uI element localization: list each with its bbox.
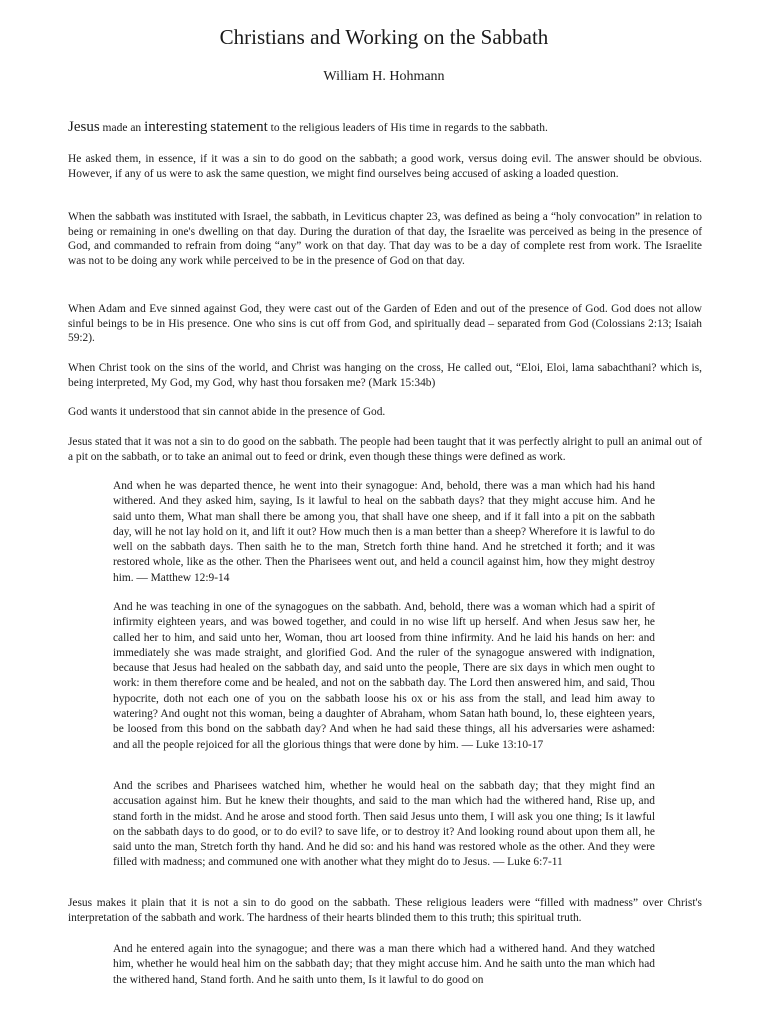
lead-text-rest: to the religious leaders of His time in regards to the sabbath.	[267, 122, 548, 134]
paragraph-loaded-question: He asked them, in essence, if it was a sin to do good on the sabbath; a good work, versus doing evil. The answer should be obvious. However, if any of us were to ask the same question, we might find ourselves being accused of asking a loaded question.	[68, 153, 702, 180]
paragraph-adam-and-eve: When Adam and Eve sinned against God, they were cast out of the Garden of Eden and out of the presence of God. God does not allow sinful beings to be in His presence. One who sins is cut off from God, and spiritually dead – separated from God (Colossians 2:13; Isaiah 59:2).	[68, 303, 702, 345]
quote-matthew-12: And when he was departed thence, he went into their synagogue: And, behold, there was a man which had his hand withered. And they asked him, saying, Is it lawful to heal on the sabbath days? that they might accuse him. And he said unto them, What man shall there be among you, that shall have one sheep, and if it fall into a pit on the sabbath day, will he not lay hold on it, and lift it out? How much then is a man better than a sheep? Wherefore it is lawful to do well on the sabbath days. Then saith he to the man, Stretch forth thine hand. And he stretched it forth; and it was restored whole, like as the other. Then the Pharisees went out, and held a council against him, how they might destroy him. — Matthew 12:9-14	[113, 480, 655, 584]
paragraph-filled-with-madness: Jesus makes it plain that it is not a sin to do good on the sabbath. These religious leaders were “filled with madness” over Christ's interpretation of the sabbath and work. The hardness of their hearts blinded them to this truth; this spiritual truth.	[68, 897, 702, 924]
quote-luke-13: And he was teaching in one of the synagogues on the sabbath. And, behold, there was a woman which had a spirit of infirmity eighteen years, and was bowed together, and could in no wise lift up herself. And when Jesus saw her, he called her to him, and said unto her, Woman, thou art loosed from thine infirmity. And he laid his hands on her: and immediately she was made straight, and glorified God. And the ruler of the synagogue answered with indignation, because that Jesus had healed on the sabbath day, and said unto the people, There are six days in which men ought to work: in them therefore come and be healed, and not on the sabbath day. The Lord then answered him, and said, Thou hypocrite, doth not each one of you on the sabbath loose his ox or his ass from the stall, and lead him away to watering? And ought not this woman, being a daughter of Abraham, whom Satan hath bound, lo, these eighteen years, be loosed from this bond on the sabbath day? And when he had said these things, all his adversaries were ashamed: and all the people rejoiced for all the glorious things that were done by him. — Luke 13:10-17	[113, 601, 655, 751]
paragraph-not-a-sin: Jesus stated that it was not a sin to do good on the sabbath. The people had been taught that it was perfectly alright to pull an animal out of a pit on the sabbath, or to take an animal out to feed or drink, even though these things were defined as work.	[68, 436, 702, 463]
lead-word-interesting: interesting	[144, 119, 208, 135]
document-title: Christians and Working on the Sabbath	[219, 25, 549, 49]
quote-luke-6: And the scribes and Pharisees watched him, whether he would heal on the sabbath day; that they might find an accusation against him. But he knew their thoughts, and said to the man which had the withered hand, Rise up, and stand forth in the midst. And he arose and stood forth. Then said Jesus unto them, I will ask you one thing; Is it lawful on the sabbath days to do good, or to do evil? to save life, or to destroy it? And looking round about upon them all, he said unto the man, Stretch forth thy hand. And he did so: and his hand was restored whole as the other. And they were filled with madness; and communed one with another what they might do to Jesus. — Luke 6:7-11	[113, 780, 655, 869]
paragraph-eloi-eloi: When Christ took on the sins of the world, and Christ was hanging on the cross, He called out, “Eloi, Eloi, lama sabachthani? which is, being interpreted, My God, my God, why hast thou forsaken me? (Mark 15:34b)	[68, 362, 702, 389]
paragraph-holy-convocation: When the sabbath was instituted with Israel, the sabbath, in Leviticus chapter 23, was defined as being a “holy convocation” in relation to being or remaining in one's dwelling on that day. During the duration of that day, the Israelite was perceived as being in the presence of God, and commanded to refrain from doing “any” work on that day. That day was to be a day of complete rest from work. The Israelite was not to be doing any work while perceived to be in the presence of God on that day.	[68, 211, 702, 267]
author-line: William H. Hohmann	[323, 69, 445, 84]
lead-word-jesus: Jesus	[68, 119, 100, 135]
lead-text-made-an: made an	[99, 122, 145, 134]
paragraph-sin-presence: God wants it understood that sin cannot abide in the presence of God.	[68, 406, 386, 418]
quote-mark-3: And he entered again into the synagogue; and there was a man there which had a withered hand. And they watched him, whether he would heal him on the sabbath day; that they might accuse him. And he saith unto the man which had the withered hand, Stand forth. And he saith unto them, Is it lawful to do good on	[113, 943, 655, 986]
lead-sentence	[68, 118, 708, 137]
lead-word-statement: statement	[210, 119, 268, 135]
